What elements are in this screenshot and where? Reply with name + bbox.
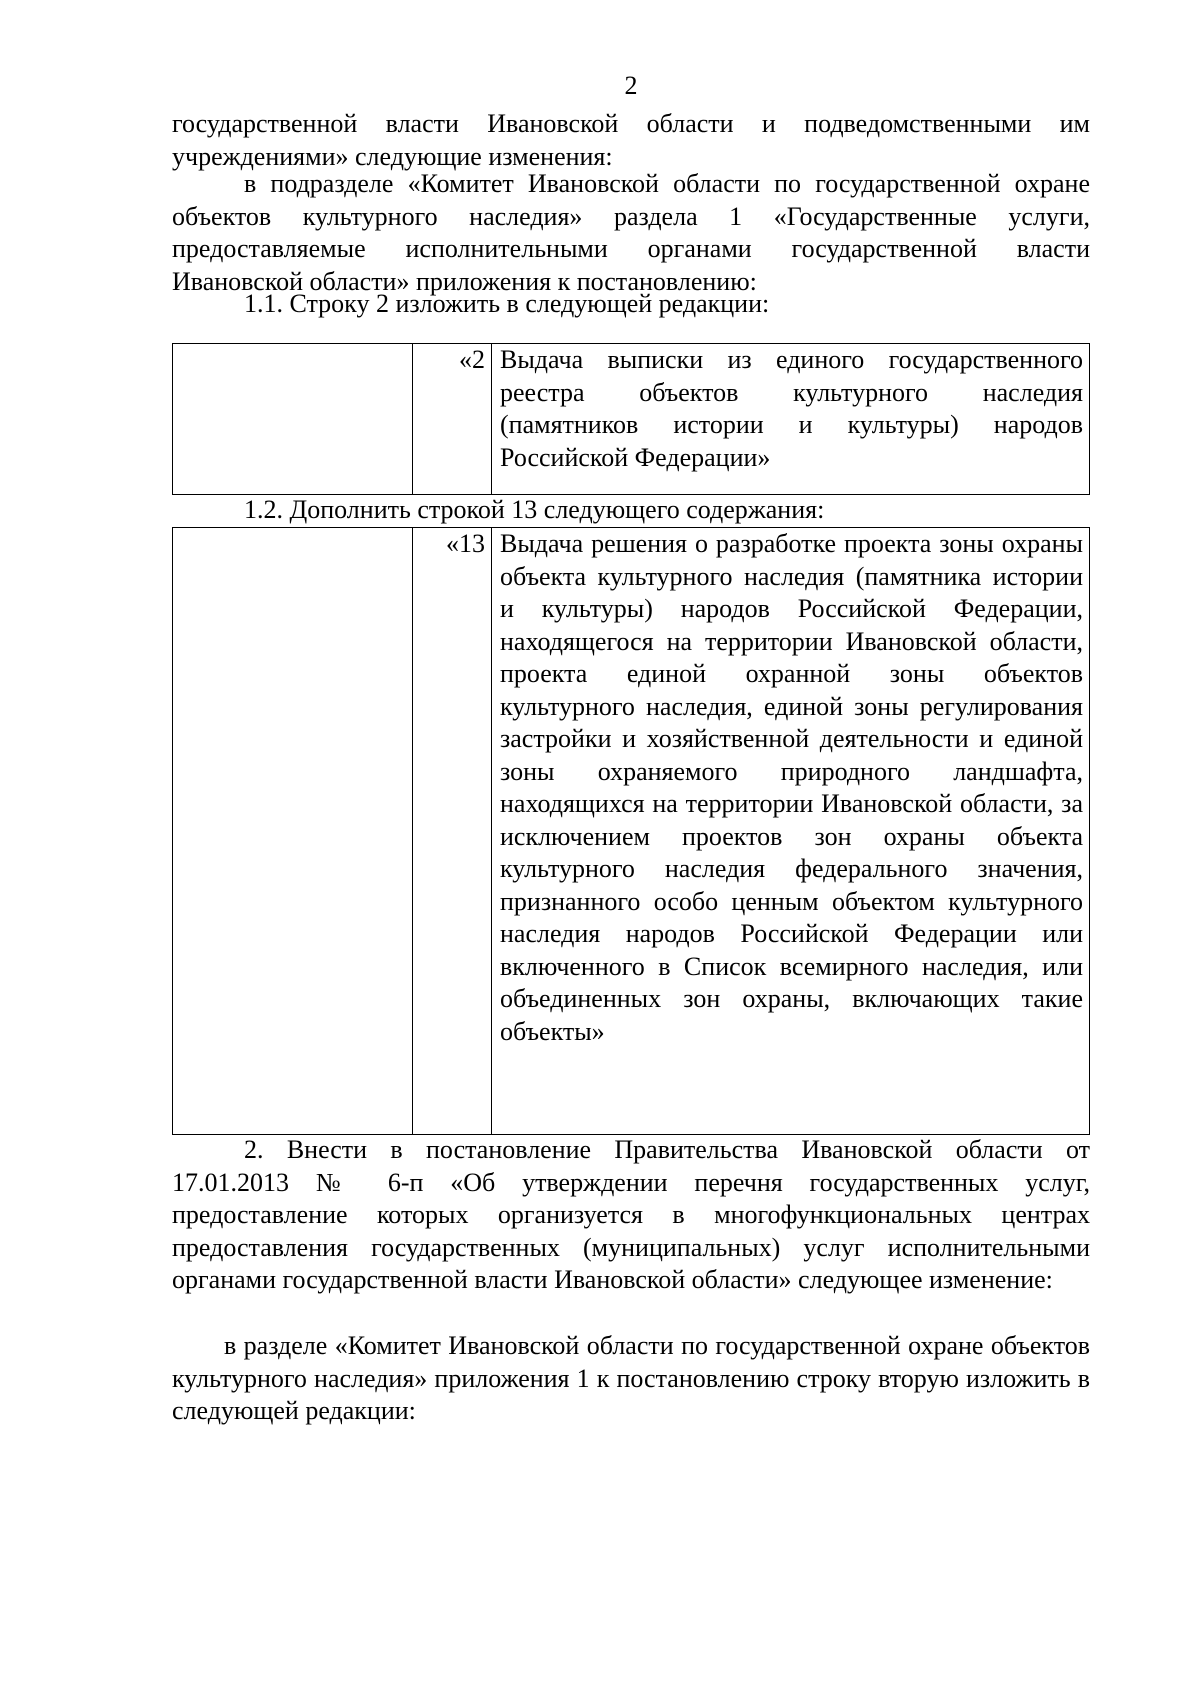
- item-1-1-block: [172, 288, 1090, 321]
- row-text: Выдача решения о разработке проекта зоны охраны объекта культурного наследия (памятника истории и культуры) народов Российской Федерации, находящегося на территории Ивановской области, проекта единой охранной зоны объектов культурного наследия, единой зоны регулирования застройки и хозяйственной деятельности и единой зоны охраняемого природного ландшафта, находящихся на территории Ивановской области, за исключением проектов зон охраны объекта культурного наследия федерального значения, признанного особо ценным объектом культурного наследия народов Российской Федерации или включенного в Список всемирного наследия, или объединенных зон охраны, включающих такие объекты»: [500, 529, 1083, 1046]
- row-number: «13: [446, 529, 485, 558]
- row-text-cell: [492, 528, 1090, 1135]
- intro-paragraph-block: [172, 108, 1090, 173]
- page-number: 2: [624, 71, 638, 100]
- item-1-1-text: 1.1. Строку 2 изложить в следующей редакции:: [244, 289, 770, 318]
- table-row: [173, 528, 1090, 1135]
- subsection-paragraph: в подразделе «Комитет Ивановской области по государственной охране объектов культурного наследия» раздела 1 «Государственные услуги, предоставляемые исполнительными органами государственной власти Ивановской области» приложения к постановлению:: [172, 169, 1090, 296]
- intro-paragraph: государственной власти Ивановской области и подведомственными им учреждениями» следующие изменения:: [172, 109, 1090, 171]
- empty-cell: [173, 528, 413, 1135]
- final-paragraph-block: [172, 1330, 1090, 1428]
- subsection-paragraph-block: [172, 168, 1090, 298]
- item-1-2-block: [172, 494, 1090, 527]
- row-number-cell: [413, 344, 492, 495]
- empty-cell: [173, 344, 413, 495]
- final-paragraph: в разделе «Комитет Ивановской области по государственной охране объектов культурного наследия» приложения 1 к постановлению строку вторую изложить в следующей редакции:: [172, 1331, 1090, 1425]
- row-number: «2: [459, 345, 485, 374]
- row-number-cell: [413, 528, 492, 1135]
- row-13-table: [172, 527, 1090, 1135]
- item-2-text: 2. Внести в постановление Правительства Ивановской области от 17.01.2013 № 6-п «Об утверждении перечня государственных услуг, предоставление которых организуется в многофункциональных центрах предоставления государственных (муниципальных) услуг исполнительными органами государственной власти Ивановской области» следующее изменение:: [172, 1135, 1090, 1294]
- row-text-cell: [492, 344, 1090, 495]
- table-row: [173, 344, 1090, 495]
- row-2-table: [172, 343, 1090, 495]
- item-2-block: [172, 1134, 1090, 1297]
- row-text: Выдача выписки из единого государственного реестра объектов культурного наследия (памятников истории и культуры) народов Российской Федерации»: [500, 345, 1083, 472]
- item-1-2-text: 1.2. Дополнить строкой 13 следующего содержания:: [244, 495, 825, 524]
